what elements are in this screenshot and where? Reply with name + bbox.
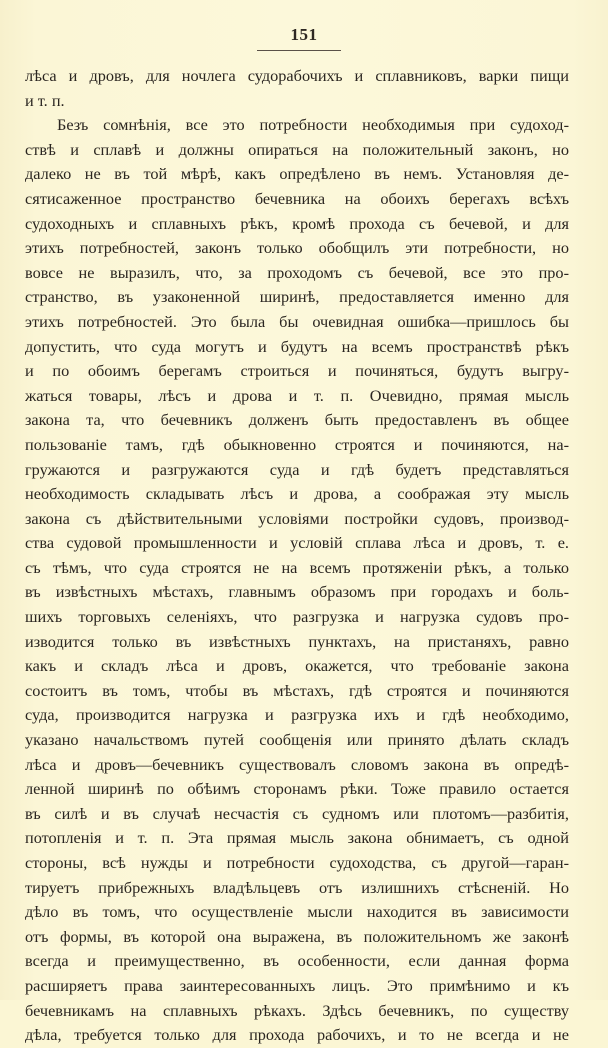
text-line: гружаются и разгружаются суда и гдѣ будетъ представляться	[25, 459, 569, 479]
text-line: вовсе не выразилъ, что, за проходомъ съ бечевой, все это про-	[25, 262, 569, 282]
text-line: закона съ дѣйствительными условіями постройки судовъ, производ-	[25, 508, 569, 528]
text-line: необходимость складывать лѣсъ и дрова, а соображая эту мысль	[25, 484, 569, 504]
page-number: 151	[290, 25, 318, 44]
text-line: ства судовой промышленности и условій сплава лѣса и дровъ, т. е.	[25, 533, 569, 553]
text-line: тируетъ прибрежныхъ владѣльцевъ отъ излишнихъ стѣсненій. Но	[25, 877, 569, 897]
text-line: ствѣ и сплавѣ и должны опираться на положительный законъ, но	[25, 139, 569, 159]
text-line: суда, производится нагрузка и разгрузка ихъ и гдѣ необходимо,	[25, 705, 569, 725]
text-line: дѣла, требуется только для прохода рабочихъ, и то не всегда и не	[25, 1025, 569, 1045]
text-line: этихъ потребностей, законъ только обобщилъ эти потребности, но	[25, 238, 569, 258]
text-line: лѣса и дровъ—бечевникъ существовалъ словомъ закона въ опредѣ-	[25, 754, 569, 774]
text-line: всегда и преимущественно, въ особенности, если данная форма	[25, 951, 569, 971]
text-line: и т. п.	[25, 90, 65, 110]
text-line: сятисаженное пространство бечевника на обоихъ берегахъ всѣхъ	[25, 188, 569, 208]
body-text	[25, 64, 569, 1048]
text-line: потопленія и т. п. Эта прямая мысль закона обнимаетъ, съ одной	[25, 828, 569, 848]
text-line: въ извѣстныхъ мѣстахъ, главнымъ образомъ при городахъ и боль-	[25, 582, 569, 602]
text-line: и по обоимъ берегамъ строиться и починяться, будутъ выгру-	[25, 361, 569, 381]
text-line: судоходныхъ и сплавныхъ рѣкъ, кромѣ прохода съ бечевой, и для	[25, 213, 569, 233]
text-line: закона та, что бечевникъ долженъ быть предоставленъ въ общее	[25, 410, 569, 430]
paragraph-start-line: Безъ сомнѣнія, все это потребности необходимыя при судоход-	[57, 115, 569, 135]
text-line: допустить, что суда могутъ и будутъ на всемъ пространствѣ рѣкъ	[25, 336, 569, 356]
text-line: указано начальствомъ путей сообщенія или принято дѣлать складъ	[25, 730, 569, 750]
text-line: состоитъ въ томъ, чтобы въ мѣстахъ, гдѣ строятся и починяются	[25, 680, 569, 700]
text-line: отъ формы, въ которой она выражена, въ положительномъ же законѣ	[25, 926, 569, 946]
text-line: въ силѣ и въ случаѣ несчастія съ судномъ или плотомъ—разбитія,	[25, 803, 569, 823]
text-line: дѣло въ томъ, что осуществленіе мысли находится въ зависимости	[25, 902, 569, 922]
text-line: лѣса и дровъ, для ночлега судорабочихъ и сплавниковъ, варки пищи	[25, 66, 569, 85]
text-line: стороны, всѣ нужды и потребности судоходства, съ другой—гаран-	[25, 853, 569, 872]
text-line: бечевникамъ на сплавныхъ рѣкахъ. Здѣсь бечевникъ, по существу	[25, 1000, 569, 1020]
text-line: пользованіе тамъ, гдѣ обыкновенно строятся и починяются, на-	[25, 434, 569, 454]
text-line: странство, въ узаконенной ширинѣ, предоставляется именно для	[25, 287, 569, 307]
page-number-rule	[257, 50, 341, 51]
text-line: жаться товары, лѣсъ и дрова и т. п. Очевидно, прямая мысль	[25, 385, 569, 405]
text-line: шихъ торговыхъ селеніяхъ, что разгрузка и нагрузка судовъ про-	[25, 607, 569, 627]
text-line: изводится только въ извѣстныхъ пунктахъ, на пристаняхъ, равно	[25, 631, 569, 651]
text-line: этихъ потребностей. Это была бы очевидная ошибка—пришлось бы	[25, 311, 569, 331]
text-line: ленной ширинѣ по обѣимъ сторонамъ рѣки. Тоже правило остается	[25, 779, 569, 799]
text-line: какъ и складъ лѣса и дровъ, окажется, что требованіе закона	[25, 656, 569, 676]
text-line: расширяетъ права заинтересованныхъ лицъ. Это примѣнимо и къ	[25, 975, 569, 995]
text-line: далеко не въ той мѣрѣ, какъ опредѣлено въ немъ. Установляя де-	[25, 164, 569, 184]
text-line: съ тѣмъ, что суда строятся не на всемъ протяженіи рѣкъ, а только	[25, 557, 569, 577]
